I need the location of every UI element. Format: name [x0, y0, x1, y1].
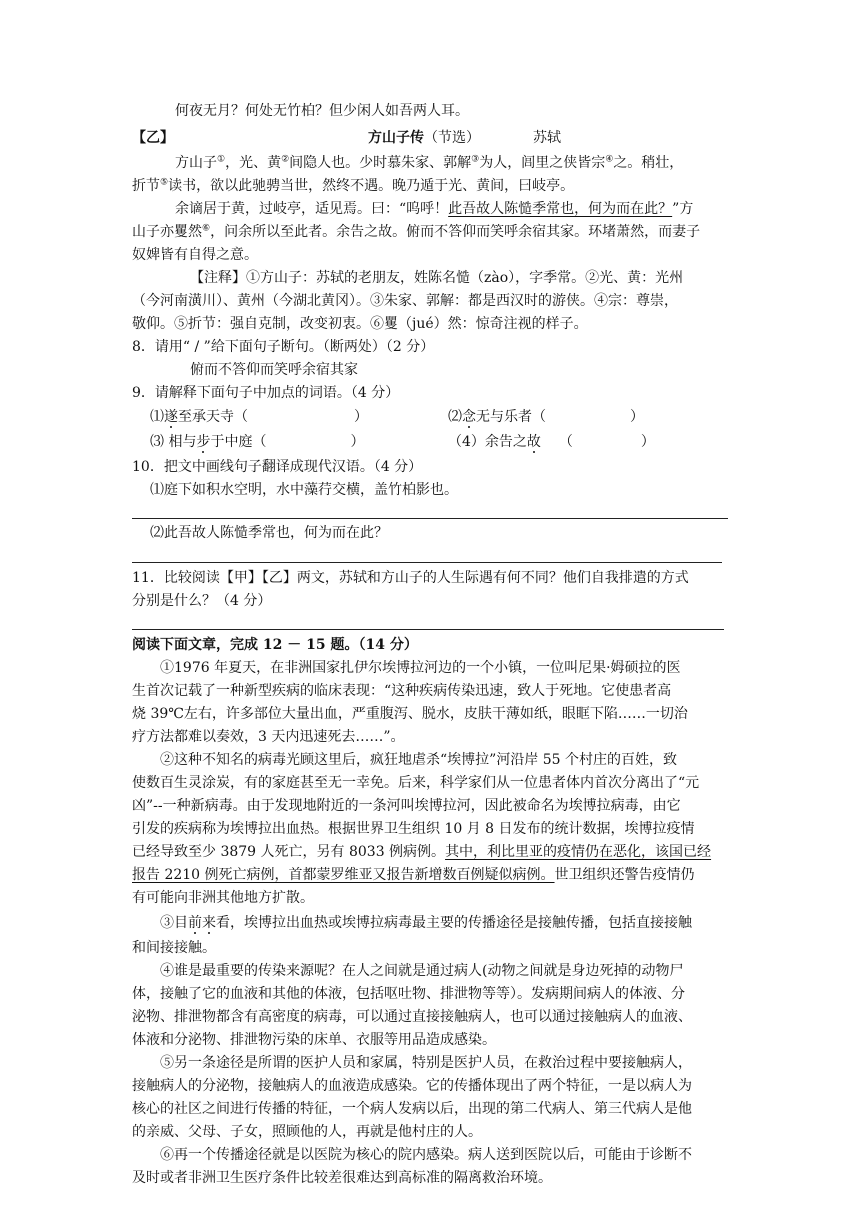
- q8-sentence: 俯而不答仰而笑呼余宿其家: [190, 362, 358, 378]
- reading-p6-line2: 及时或者非洲卫生医疗条件比较差很难达到高标准的隔离救治环境。: [132, 1170, 552, 1186]
- q9-item-a: ⑴遂至承天寺（ ）: [150, 409, 368, 425]
- yi-p1-line1: 方山子①，光、黄②间隐人也。少时慕朱家、郭解③为人，闾里之侠皆宗④之。稍壮，: [175, 154, 684, 171]
- reading-p4-line2: 体，接触了它的血液和其他的体液，包括呕吐物、排泄物等等）。发病期间病人的体液、分: [132, 986, 685, 1002]
- reading-p2-line3: 凶”--一种新病毒。由于发现地附近的一条河叫埃博拉河，因此被命名为埃博拉病毒，由它: [132, 798, 681, 814]
- notes-line1: 【注释】①方山子：苏轼的老朋友，姓陈名慥（zào），字季常。②光、黄：光州: [190, 270, 684, 286]
- reading-p2-line5: 已经导致至少 3879 人死亡，另有 8033 例病例。其中，利比里亚的疫情仍在恶化，该国已经: [132, 844, 712, 860]
- yi-p2-line1: 余谪居于黄，过岐亭，适见焉。曰：“呜呼！此吾故人陈慥季常也，何为而在此？”方: [175, 201, 694, 217]
- yi-title-note: （节选）: [424, 130, 480, 146]
- notes-line3: 敬仰。⑤折节：强自克制，改变初衷。⑥矍（jué）然：惊奇注视的样子。: [132, 316, 588, 332]
- reading-p3-line1: ③目前来看，埃博拉出血热或埃博拉病毒最主要的传播途径是接触传播，包括直接接触: [160, 915, 692, 931]
- answer-line-2[interactable]: [132, 562, 722, 563]
- reading-p4-line1: ④谁是最重要的传染来源呢？在人之间就是通过病人(动物之间就是身边死掉的动物尸: [160, 963, 684, 979]
- q8-stem: 8．请用“ / ”给下面句子断句。（断两处）（2 分）: [132, 339, 435, 355]
- q9-item-d: （4）余告之故 （ ）: [448, 434, 655, 450]
- reading-p1-line3: 烧 39℃左右，许多部位大量出血，严重腹泻、脱水，皮肤干薄如纸，眼眶下陷……一切治: [132, 706, 688, 722]
- yi-tag: 【乙】: [132, 130, 174, 146]
- q10-sentence-1: ⑴庭下如积水空明，水中藻荇交横，盖竹柏影也。: [150, 482, 458, 498]
- reading-p2-line1: ②这种不知名的病毒光顾这里后，疯狂地虐杀“埃博拉”河沿岸 55 个村庄的百姓，致: [160, 752, 678, 768]
- yi-title-line: [368, 127, 480, 149]
- yi-p2-line3: 奴婢皆有自得之意。: [132, 247, 258, 263]
- reading-p5-line1: ⑤另一条途径是所谓的医护人员和家属，特别是医护人员，在救治过程中要接触病人，: [160, 1055, 692, 1071]
- q11-line2: 分别是什么？（4 分）: [132, 593, 272, 609]
- answer-line-3[interactable]: [132, 629, 724, 630]
- jia-last-line: 何夜无月？何处无竹柏？但少闲人如吾两人耳。: [175, 103, 469, 119]
- reading-p1-line4: 疗方法都难以奏效，3 天内迅速死去……”。: [132, 729, 405, 745]
- reading-p4-line4: 体液和分泌物、排泄物污染的床单、衣服等用品造成感染。: [132, 1032, 496, 1048]
- reading-p5-line3: 核心的社区之间进行传播的特征，一个病人发病以后，出现的第二代病人、第三代病人是他: [132, 1101, 692, 1117]
- underlined-passage: 其中，利比里亚的疫情仍在恶化，该国已经: [445, 844, 712, 860]
- yi-author: 苏轼: [533, 130, 561, 146]
- reading-heading: 阅读下面文章，完成 12 － 15 题。（14 分）: [132, 637, 418, 653]
- reading-p2-line7: 有可能向非洲其他地方扩散。: [132, 890, 314, 906]
- q11-line1: 11．比较阅读【甲】【乙】两文，苏轼和方山子的人生际遇有何不同？他们自我排遣的方式: [132, 570, 689, 586]
- reading-p1-line2: 生首次记载了一种新型疾病的临床表现：“这种疾病传染迅速，致人于死地。它使患者高: [132, 683, 672, 699]
- reading-p2-line2: 使数百生灵涂炭，有的家庭甚至无一幸免。后来，科学家们从一位患者体内首次分离出了“元: [132, 775, 700, 791]
- reading-p6-line1: ⑥再一个传播途径就是以医院为核心的院内感染。病人送到医院以后，可能由于诊断不: [160, 1147, 692, 1163]
- underlined-passage: 报告 2210 例死亡病例，首都蒙罗维亚又报告新增数百例疑似病例。: [132, 867, 555, 883]
- q10-sentence-2: ⑵此吾故人陈慥季常也，何为而在此？: [150, 525, 388, 541]
- answer-line-1[interactable]: [132, 518, 728, 519]
- reading-p3-line2: 和间接接触。: [132, 940, 216, 956]
- reading-p1-line1: ①1976 年夏天，在非洲国家扎伊尔埃博拉河边的一个小镇，一位叫尼果·姆硕拉的医: [160, 660, 681, 676]
- reading-p4-line3: 泌物、排泄物都含有高密度的病毒，可以通过直接接触病人，也可以通过接触病人的血液、: [132, 1009, 692, 1025]
- yi-title: 方山子传: [368, 130, 424, 146]
- q9-item-c: ⑶ 相与步于中庭（ ）: [150, 434, 365, 450]
- reading-p2-line4: 引发的疾病称为埃博拉出血热。根据世界卫生组织 10 月 8 日发布的统计数据，埃博拉疫情: [132, 821, 695, 837]
- reading-p2-line6: 报告 2210 例死亡病例，首都蒙罗维亚又报告新增数百例疑似病例。世卫组织还警告疫情仍: [132, 867, 695, 883]
- notes-line2: （今河南潢川）、黄州（今湖北黄冈）。③朱家、郭解：都是西汉时的游侠。④宗：尊崇，: [132, 293, 678, 309]
- q9-item-b: ⑵念无与乐者（ ）: [448, 409, 644, 425]
- q10-stem: 10．把文中画线句子翻译成现代汉语。（4 分）: [132, 459, 423, 475]
- q9-stem: 9．请解释下面句子中加点的词语。（4 分）: [132, 385, 400, 401]
- underlined-sentence: 此吾故人陈慥季常也，何为而在此？: [448, 201, 673, 217]
- yi-p2-line2: 山子亦矍然⑥，问余所以至此者。余告之故。俯而不答仰而笑呼余宿其家。环堵萧然，而妻子: [132, 223, 701, 240]
- yi-p1-line2: 折节⑤读书，欲以此驰骋当世，然终不遇。晚乃遁于光、黄间，曰岐亭。: [132, 177, 575, 194]
- reading-p5-line2: 接触病人的分泌物，接触病人的血液造成感染。它的传播体现出了两个特征，一是以病人为: [132, 1078, 692, 1094]
- reading-p5-line4: 的亲威、父母、子女，照顾他的人，再就是他村庄的人。: [132, 1124, 482, 1140]
